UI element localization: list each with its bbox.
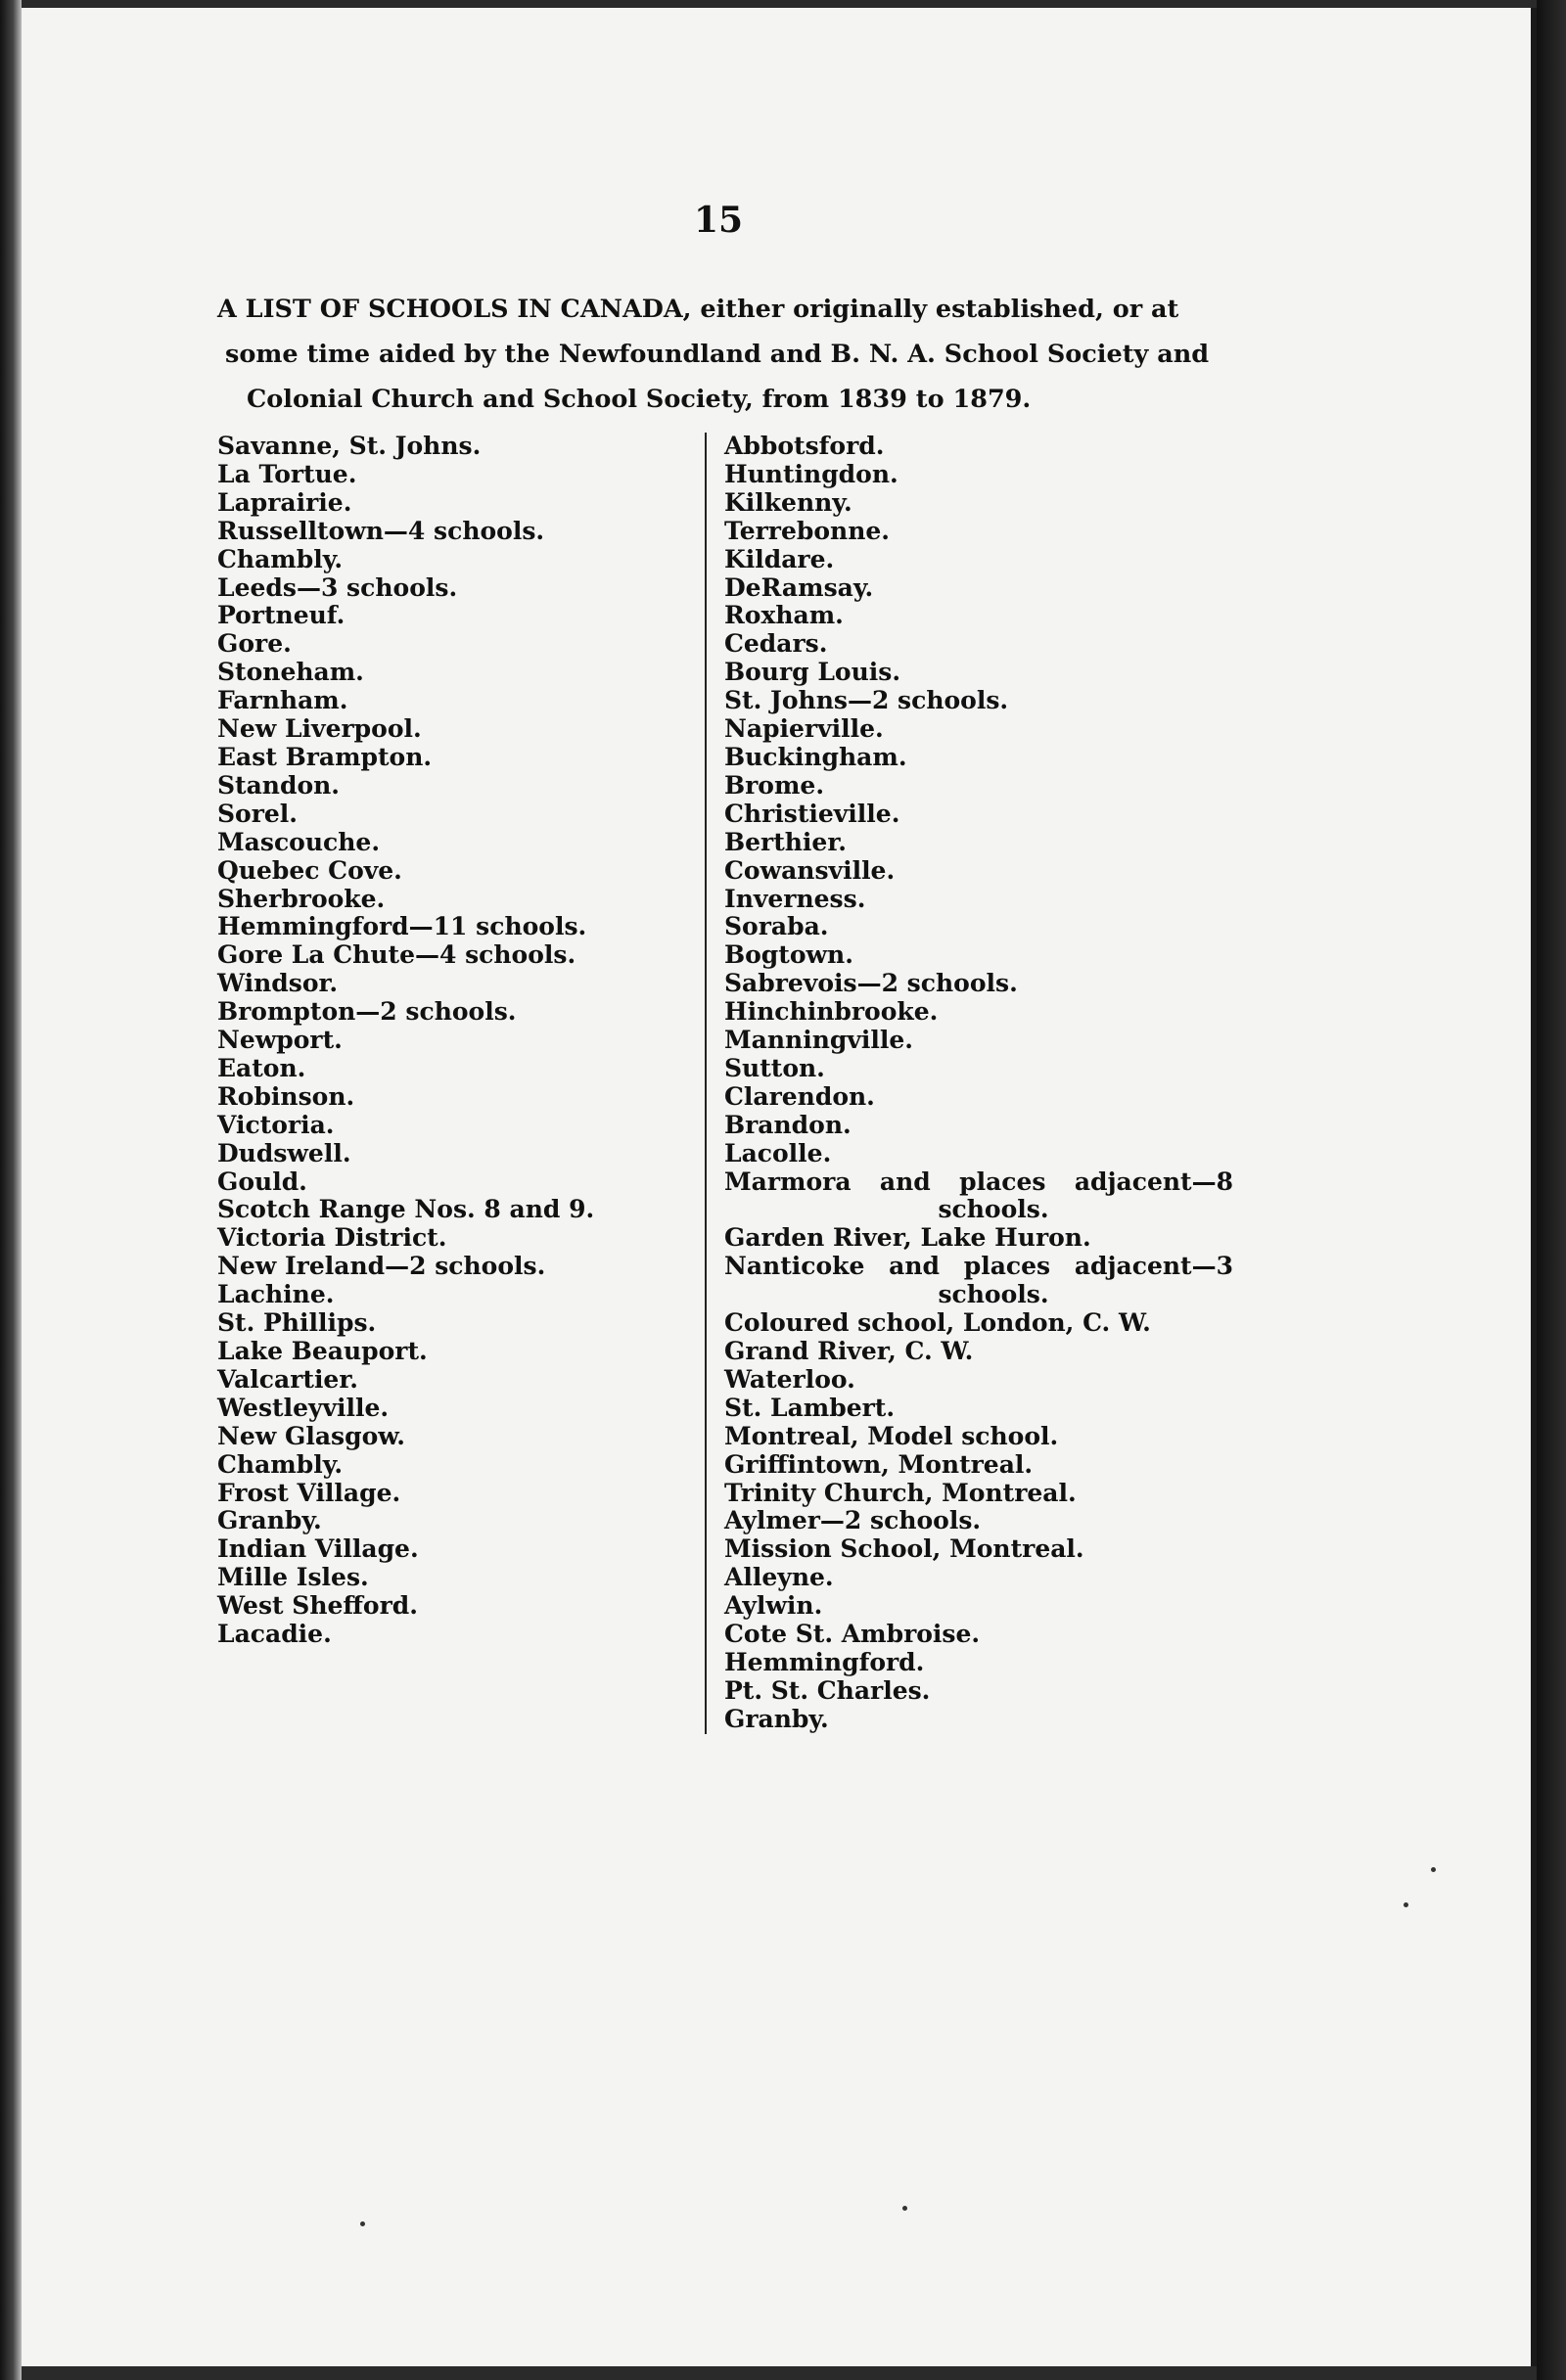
school-entry-text: Grand River, C. W. bbox=[724, 1337, 974, 1365]
school-entry: La Tortue. bbox=[217, 459, 357, 488]
heading-line: Colonial Church and School Society, from 1839 to 1879. bbox=[247, 385, 1032, 414]
school-entry: Savanne, St. Johns. bbox=[217, 432, 482, 460]
school-entry-text: Mission School, Montreal. bbox=[724, 1534, 1084, 1564]
school-entry-text: Coloured school, London, C. W. bbox=[724, 1308, 1151, 1338]
school-entry: Standon. bbox=[217, 770, 341, 800]
school-entry bbox=[724, 630, 1233, 659]
document-page bbox=[22, 8, 1537, 2366]
school-entry: Farnham. bbox=[217, 686, 348, 715]
school-entry-continuation: schools. bbox=[938, 1195, 1049, 1224]
school-entry-text: St. Lambert. bbox=[724, 1393, 896, 1422]
school-entry-text: Abbotsford. bbox=[724, 432, 885, 460]
school-entry: Mascouche. bbox=[217, 827, 381, 856]
school-entry bbox=[724, 1649, 1233, 1677]
school-entry: Lake Beauport. bbox=[217, 1337, 428, 1365]
school-entry-text: Cowansville. bbox=[724, 855, 896, 885]
school-entry bbox=[724, 433, 1233, 461]
school-entry-text: Nanticoke and places adjacent—3 bbox=[724, 1252, 1233, 1281]
school-entry-text: Waterloo. bbox=[724, 1364, 855, 1394]
school-entry-text: Griffintown, Montreal. bbox=[724, 1449, 1034, 1479]
school-entry-text: Inverness. bbox=[724, 884, 866, 913]
school-entry: Lacadie. bbox=[217, 1620, 332, 1649]
school-entry-text: Napierville. bbox=[724, 714, 884, 744]
school-entry: St. Phillips. bbox=[217, 1308, 377, 1338]
school-entry: Portneuf. bbox=[217, 601, 345, 630]
school-entry bbox=[724, 829, 1233, 857]
school-entry-text: Sabrevois—2 schools. bbox=[724, 969, 1018, 998]
school-entry bbox=[724, 801, 1233, 829]
school-entry: New Glasgow. bbox=[217, 1421, 405, 1450]
school-entry bbox=[724, 1083, 1233, 1112]
school-entry: Leeds—3 schools. bbox=[217, 572, 458, 602]
school-entry bbox=[724, 1564, 1233, 1592]
school-entry-text: Buckingham. bbox=[724, 742, 907, 771]
school-entry-text: Bourg Louis. bbox=[724, 658, 901, 687]
school-entry bbox=[724, 461, 1233, 489]
school-entry bbox=[724, 687, 1233, 715]
school-entry-text: Clarendon. bbox=[724, 1081, 875, 1111]
school-entry: New Ireland—2 schools. bbox=[217, 1252, 546, 1281]
school-entry-text: Kildare. bbox=[724, 544, 835, 573]
school-entry: Windsor. bbox=[217, 969, 339, 998]
school-entry bbox=[724, 1055, 1233, 1083]
school-entry: Westleyville. bbox=[217, 1393, 390, 1422]
school-entry bbox=[724, 1168, 1233, 1225]
page-number: 15 bbox=[693, 200, 744, 241]
school-entry bbox=[724, 1140, 1233, 1168]
school-entry: Sorel. bbox=[217, 799, 299, 828]
school-entry bbox=[724, 1507, 1233, 1535]
school-entry: West Shefford. bbox=[217, 1591, 418, 1621]
school-entry-text: Alleyne. bbox=[724, 1563, 834, 1592]
school-entry bbox=[724, 659, 1233, 687]
school-entry-text: Huntingdon. bbox=[724, 459, 898, 488]
school-entry bbox=[724, 1592, 1233, 1621]
school-entry: Brompton—2 schools. bbox=[217, 997, 517, 1027]
school-entry-text: Granby. bbox=[724, 1704, 829, 1733]
school-entry: New Liverpool. bbox=[217, 714, 422, 744]
school-entry bbox=[724, 546, 1233, 574]
school-entry bbox=[724, 1112, 1233, 1140]
school-entry-text: Soraba. bbox=[724, 912, 829, 941]
school-entry: Russelltown—4 schools. bbox=[217, 516, 545, 545]
school-entry-text: Trinity Church, Montreal. bbox=[724, 1478, 1077, 1507]
speck bbox=[902, 2206, 907, 2211]
school-entry-text: Kilkenny. bbox=[724, 487, 852, 517]
school-entry: East Brampton. bbox=[217, 742, 433, 771]
school-entry bbox=[724, 1253, 1233, 1309]
school-entry-text: Lacolle. bbox=[724, 1138, 832, 1167]
school-entry bbox=[724, 1677, 1233, 1706]
school-entry bbox=[724, 715, 1233, 744]
school-entry-text: Berthier. bbox=[724, 827, 847, 856]
school-entry bbox=[724, 1621, 1233, 1649]
school-entry: Indian Village. bbox=[217, 1534, 419, 1564]
school-entry-text: Pt. St. Charles. bbox=[724, 1675, 931, 1705]
school-entry bbox=[724, 1451, 1233, 1480]
school-entry-continuation: schools. bbox=[938, 1280, 1049, 1309]
school-entry-text: Sutton. bbox=[724, 1053, 825, 1082]
scan-left-edge bbox=[0, 0, 22, 2380]
school-entry: Robinson. bbox=[217, 1081, 355, 1111]
heading-line: some time aided by the Newfoundland and B. N. A. School Society and bbox=[225, 340, 1210, 369]
school-entry bbox=[724, 1423, 1233, 1451]
school-entry bbox=[724, 574, 1233, 603]
school-entry-text: Hinchinbrooke. bbox=[724, 997, 939, 1027]
school-entry bbox=[724, 772, 1233, 801]
school-entry: Gore La Chute—4 schools. bbox=[217, 940, 576, 970]
school-entry-text: Cote St. Ambroise. bbox=[724, 1620, 981, 1649]
school-entry bbox=[724, 1480, 1233, 1508]
school-entry-text: Hemmingford. bbox=[724, 1647, 925, 1676]
school-entry: Valcartier. bbox=[217, 1364, 358, 1394]
school-entry bbox=[724, 1338, 1233, 1366]
school-entry: Scotch Range Nos. 8 and 9. bbox=[217, 1195, 595, 1224]
school-entry-text: Christieville. bbox=[724, 799, 900, 828]
heading-line: A LIST OF SCHOOLS IN CANADA, either originally established, or at bbox=[217, 295, 1179, 324]
speck bbox=[360, 2221, 365, 2226]
school-entry-text: Brome. bbox=[724, 770, 825, 800]
speck bbox=[1404, 1902, 1408, 1907]
school-entry: Victoria. bbox=[217, 1110, 335, 1139]
school-entry bbox=[724, 970, 1233, 998]
school-entry bbox=[724, 1027, 1233, 1055]
school-entry-text: Aylwin. bbox=[724, 1591, 823, 1621]
school-entry: Gore. bbox=[217, 629, 292, 659]
school-entry-text: Garden River, Lake Huron. bbox=[724, 1223, 1091, 1253]
school-entry bbox=[724, 1366, 1233, 1395]
school-entry: Dudswell. bbox=[217, 1138, 351, 1167]
school-entry: Victoria District. bbox=[217, 1223, 447, 1253]
school-entry: Quebec Cove. bbox=[217, 855, 402, 885]
school-entry-text: Montreal, Model school. bbox=[724, 1421, 1059, 1450]
school-entry bbox=[724, 518, 1233, 546]
school-entry: Granby. bbox=[217, 1506, 322, 1535]
school-entry bbox=[724, 913, 1233, 941]
school-entry bbox=[724, 1224, 1233, 1253]
school-entry bbox=[724, 1535, 1233, 1564]
school-entry: Hemmingford—11 schools. bbox=[217, 912, 587, 941]
school-entry: Chambly. bbox=[217, 1449, 344, 1479]
school-entry-text: Aylmer—2 schools. bbox=[724, 1506, 982, 1535]
school-entry bbox=[724, 489, 1233, 518]
school-entry-text: Terrebonne. bbox=[724, 516, 891, 545]
school-entry: Sherbrooke. bbox=[217, 884, 386, 913]
school-entry bbox=[724, 602, 1233, 630]
school-entry: Mille Isles. bbox=[217, 1563, 369, 1592]
school-entry-text: Roxham. bbox=[724, 601, 844, 630]
school-entry bbox=[724, 1395, 1233, 1423]
school-entry-text: Cedars. bbox=[724, 629, 828, 659]
school-entry: Laprairie. bbox=[217, 487, 352, 517]
school-entry bbox=[724, 744, 1233, 772]
school-entry-text: DeRamsay. bbox=[724, 572, 874, 602]
school-entry bbox=[724, 998, 1233, 1027]
school-entry-text: Marmora and places adjacent—8 bbox=[724, 1167, 1233, 1196]
school-entry bbox=[724, 1309, 1233, 1338]
school-entry bbox=[724, 941, 1233, 970]
school-entry bbox=[724, 857, 1233, 886]
school-entry-text: Brandon. bbox=[724, 1110, 852, 1139]
school-entry bbox=[724, 886, 1233, 914]
school-entry-text: St. Johns—2 schools. bbox=[724, 686, 1009, 715]
right-school-column bbox=[705, 433, 1233, 1734]
school-entry: Stoneham. bbox=[217, 658, 364, 687]
school-entry: Gould. bbox=[217, 1167, 307, 1196]
school-entry: Chambly. bbox=[217, 544, 344, 573]
school-entry: Eaton. bbox=[217, 1053, 306, 1082]
school-entry: Lachine. bbox=[217, 1280, 335, 1309]
left-school-column bbox=[217, 433, 697, 1649]
list-heading bbox=[217, 287, 1216, 422]
school-entry-text: Manningville. bbox=[724, 1026, 914, 1055]
school-entry bbox=[724, 1706, 1233, 1734]
scan-right-edge bbox=[1537, 0, 1566, 2380]
school-entry-text: Bogtown. bbox=[724, 940, 853, 970]
speck bbox=[1431, 1867, 1436, 1872]
school-entry: Newport. bbox=[217, 1026, 343, 1055]
school-entry: Frost Village. bbox=[217, 1478, 401, 1507]
